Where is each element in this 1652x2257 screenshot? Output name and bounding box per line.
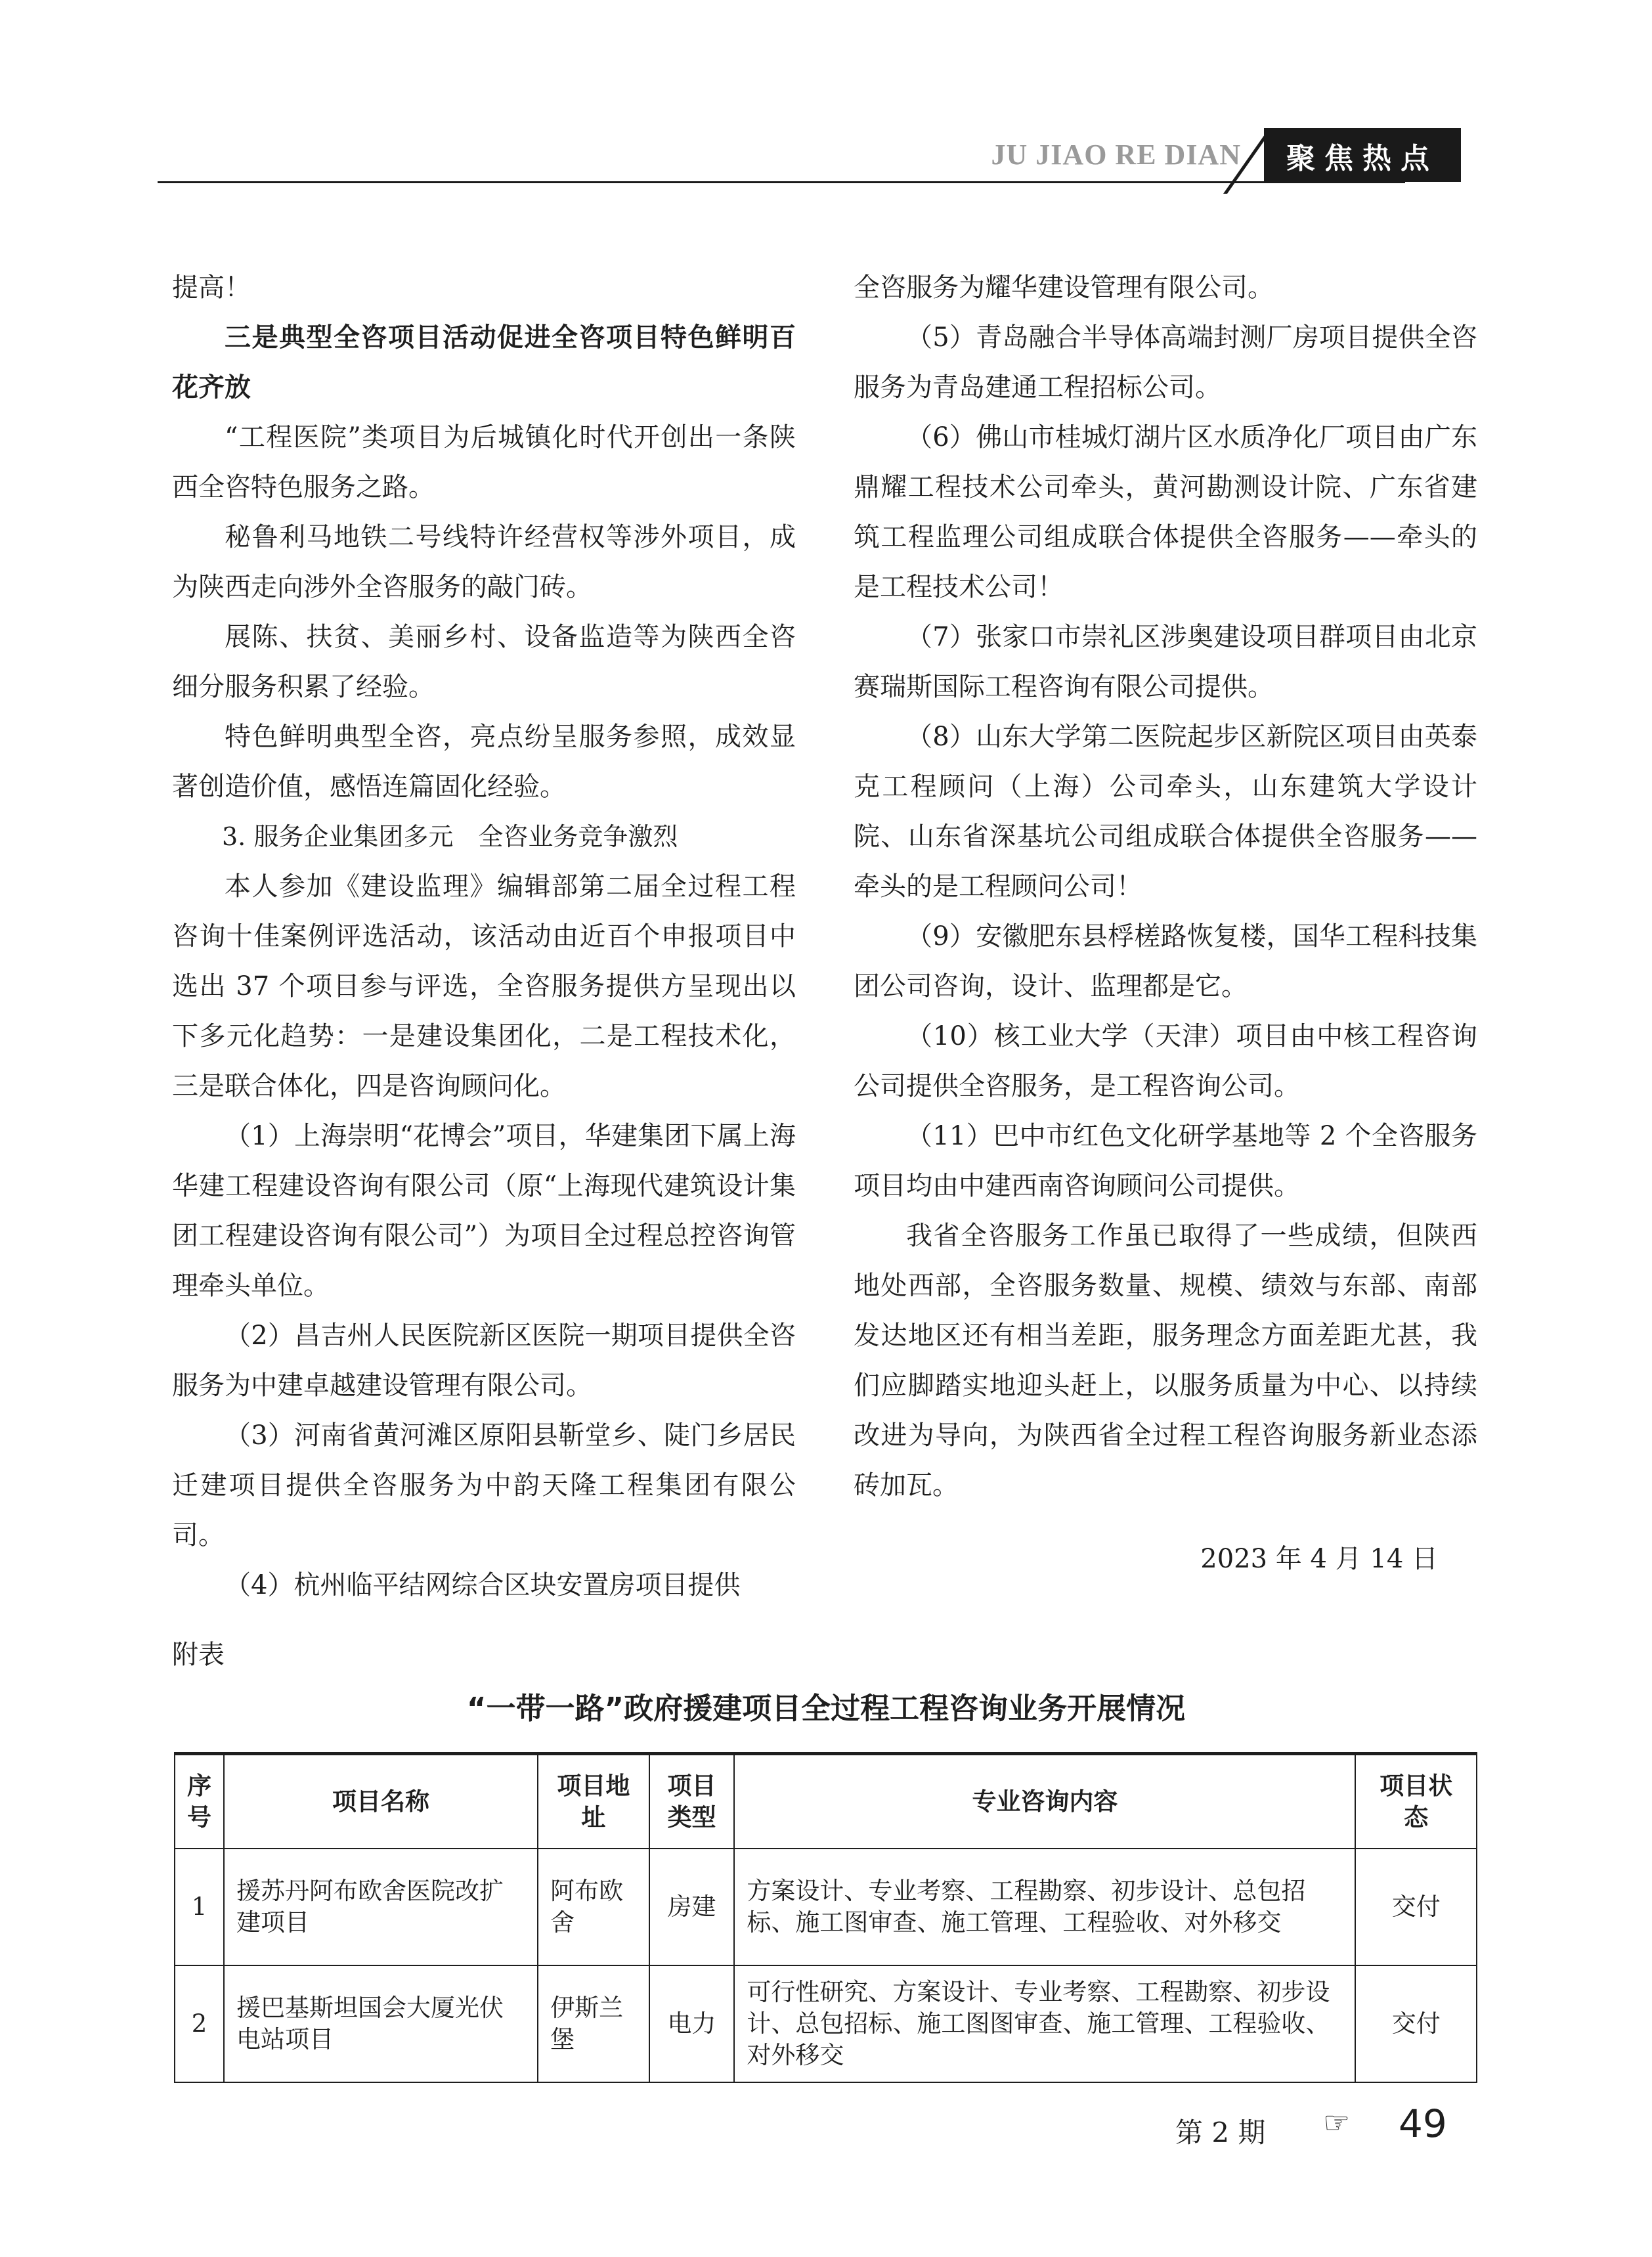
page-number: 49 [1399, 2101, 1447, 2146]
paragraph: （9）安徽肥东县桴槎路恢复楼，国华工程科技集团公司咨询，设计、监理都是它。 [854, 921, 1477, 1001]
paragraph: 特色鲜明典型全咨，亮点纷呈服务参照，成效显著创造价值，感悟连篇固化经验。 [172, 722, 796, 802]
paragraph: 展陈、扶贫、美丽乡村、设备监造等为陕西全咨细分服务积累了经验。 [172, 622, 796, 702]
paragraph: （1）上海崇明“花博会”项目，华建集团下属上海华建工程建设咨询有限公司（原“上海现代建筑设计集团工程建设咨询有限公司”）为项目全过程总控咨询管理牵头单位。 [172, 1121, 796, 1301]
header-cell-content: 专业咨询内容 [734, 1754, 1355, 1849]
cell-name: 援巴基斯坦国会大厦光伏电站项目 [224, 1965, 538, 2082]
header-cell-status: 项目状态 [1355, 1754, 1477, 1849]
appendix-label: 附表 [172, 1640, 225, 1670]
paragraph: （7）张家口市崇礼区涉奥建设项目群项目由北京赛瑞斯国际工程咨询有限公司提供。 [854, 622, 1477, 702]
pointing-hand-icon: ☞ [1323, 2105, 1351, 2140]
paragraph: （4）杭州临平结网综合区块安置房项目提供 [225, 1570, 741, 1600]
cell-content: 可行性研究、方案设计、专业考察、工程勘察、初步设计、总包招标、施工图图审查、施工管理、工程验收、对外移交 [734, 1965, 1355, 2082]
header-english-title: JU JIAO RE DIAN [991, 139, 1241, 171]
cell-status: 交付 [1355, 1849, 1477, 1965]
section-heading: 三是典型全咨项目活动促进全咨项目特色鲜明百花齐放 [172, 322, 796, 403]
issue-number: 第 2 期 [1175, 2116, 1266, 2149]
article-date: 2023 年 4 月 14 日 [1200, 1544, 1438, 1574]
paragraph: （2）昌吉州人民医院新区医院一期项目提供全咨服务为中建卓越建设管理有限公司。 [172, 1321, 796, 1401]
cell-type: 电力 [649, 1965, 735, 2082]
paragraph: （11）巴中市红色文化研学基地等 2 个全咨服务项目均由中建西南咨询顾问公司提供。 [854, 1121, 1477, 1201]
cell-index: 2 [175, 1965, 224, 2082]
header-cell-type: 项目类型 [649, 1754, 735, 1849]
left-column [172, 263, 796, 1610]
table-header-row [175, 1754, 1477, 1849]
paragraph: （6）佛山市桂城灯湖片区水质净化厂项目由广东鼎耀工程技术公司牵头，黄河勘测设计院、广东省建筑工程监理公司组成联合体提供全咨服务——牵头的是工程技术公司！ [854, 422, 1477, 602]
paragraph: 本人参加《建设监理》编辑部第二届全过程工程咨询十佳案例评选活动，该活动由近百个申报项目中选出 37 个项目参与评选，全咨服务提供方呈现出以下多元化趋势：一是建设集团化，二是工程技术化，三是联合体化，四是咨询顾问化。 [172, 871, 796, 1101]
paragraph: （10）核工业大学（天津）项目由中核工程咨询公司提供全咨服务，是工程咨询公司。 [854, 1021, 1477, 1101]
subsection-heading: 3. 服务企业集团多元 全咨业务竞争激烈 [222, 822, 678, 851]
header-cell-address: 项目地址 [538, 1754, 649, 1849]
table-row [175, 1849, 1477, 1965]
cell-content: 方案设计、专业考察、工程勘察、初步设计、总包招标、施工图审查、施工管理、工程验收、对外移交 [734, 1849, 1355, 1965]
cell-status: 交付 [1355, 1965, 1477, 2082]
table-row [175, 1965, 1477, 2082]
cell-address: 阿布欧舍 [538, 1849, 649, 1965]
paragraph: （3）河南省黄河滩区原阳县靳堂乡、陡门乡居民迁建项目提供全咨服务为中韵天隆工程集团有限公司。 [172, 1420, 796, 1550]
cell-index: 1 [175, 1849, 224, 1965]
header-cell-name: 项目名称 [224, 1754, 538, 1849]
paragraph: 我省全咨服务工作虽已取得了一些成绩，但陕西地处西部，全咨服务数量、规模、绩效与东部、南部发达地区还有相当差距，服务理念方面差距尤甚，我们应脚踏实地迎头赶上，以服务质量为中心、以持续改进为导向，为陕西省全过程工程咨询服务新业态添砖加瓦。 [854, 1221, 1477, 1501]
paragraph: 秘鲁利马地铁二号线特许经营权等涉外项目，成为陕西走向涉外全咨服务的敲门砖。 [172, 522, 796, 602]
paragraph: 提高！ [172, 273, 251, 303]
table-title: “一带一路”政府援建项目全过程工程咨询业务开展情况 [466, 1691, 1186, 1726]
header-cell-index: 序号 [175, 1754, 224, 1849]
cell-name: 援苏丹阿布欧舍医院改扩建项目 [224, 1849, 538, 1965]
header-rule [158, 181, 1405, 183]
paragraph: 全咨服务为耀华建设管理有限公司。 [854, 273, 1274, 303]
paragraph: “工程医院”类项目为后城镇化时代开创出一条陕西全咨特色服务之路。 [172, 422, 796, 502]
projects-table [174, 1752, 1477, 2083]
cell-address: 伊斯兰堡 [538, 1965, 649, 2082]
right-column [854, 263, 1477, 1584]
cell-type: 房建 [649, 1849, 735, 1965]
header-chinese-title: 聚焦热点 [1286, 142, 1439, 175]
paragraph: （8）山东大学第二医院起步区新院区项目由英泰克工程顾问（上海）公司牵头，山东建筑大学设计院、山东省深基坑公司组成联合体提供全咨服务——牵头的是工程顾问公司！ [854, 722, 1477, 902]
paragraph: （5）青岛融合半导体高端封测厂房项目提供全咨服务为青岛建通工程招标公司。 [854, 322, 1477, 403]
